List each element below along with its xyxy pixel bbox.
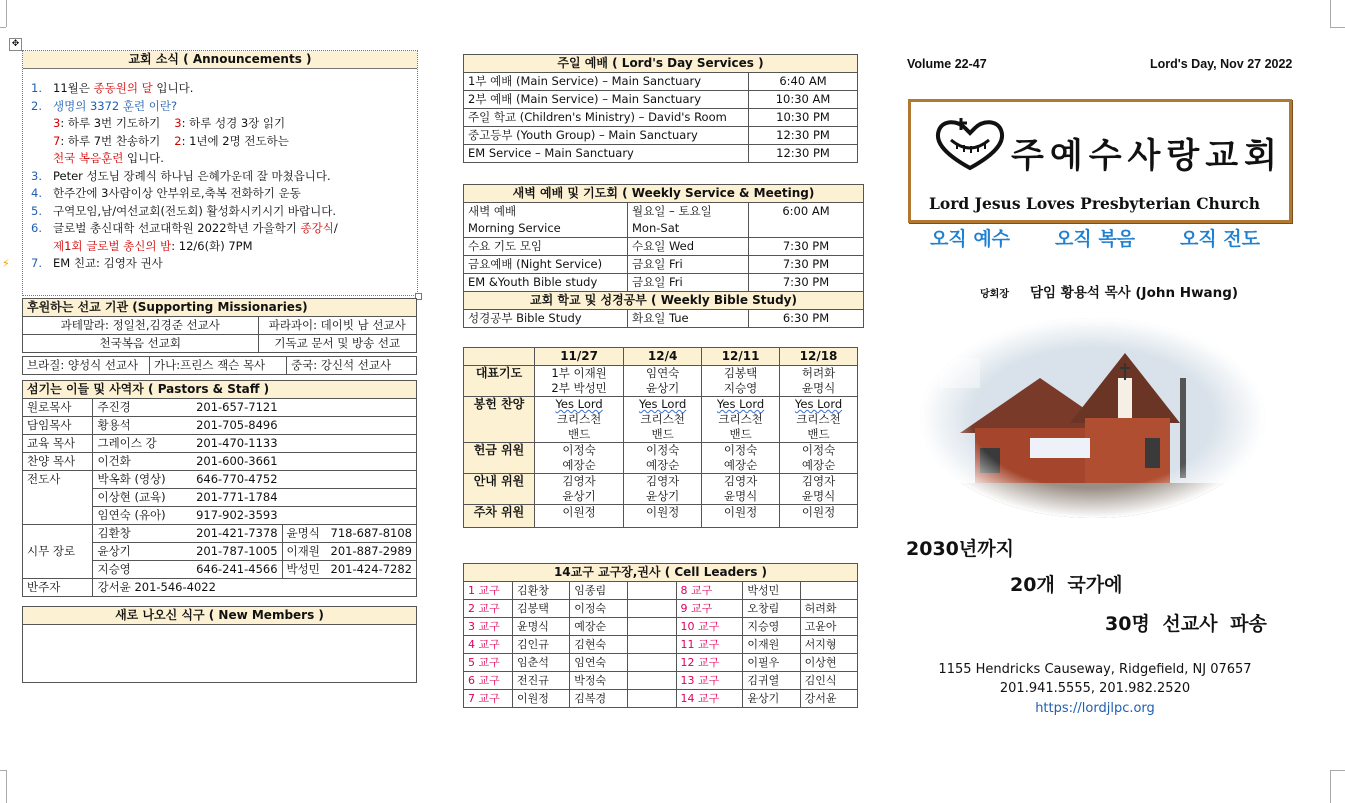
staff-phone: 201-600-3661: [192, 453, 416, 471]
missionaries-table-row3: [22, 356, 417, 375]
cell-leader: 윤상기: [743, 690, 800, 708]
cell-leaders-title: 14교구 교구장,권사 ( Cell Leaders ): [464, 564, 858, 582]
duty-value: 이정숙: [645, 443, 680, 457]
elder-phone: 201-424-7282: [327, 561, 417, 579]
elder-name: 박성민: [282, 561, 326, 579]
announce-3: 3. Peter 성도님 장례식 하나님 은혜가운데 잘 마쳤읍니다.: [31, 168, 331, 183]
duty-value: 윤상기: [645, 489, 680, 503]
duty-label: 대표기도: [464, 366, 535, 397]
duty-value: 이정숙: [723, 443, 758, 457]
duty-value: 윤명식: [801, 381, 836, 395]
vision-line-2: 20개 국가에: [1010, 574, 1123, 596]
pastor-name: 담임 황용석 목사 (John Hwang): [1030, 285, 1239, 301]
weekly-name: Morning Service: [464, 220, 628, 238]
duty-label: 안내 위원: [464, 474, 535, 505]
weekly-name: 금요예배 (Night Service): [464, 256, 628, 274]
duty-value: 크리스천: [718, 412, 763, 426]
duty-value: 예장순: [801, 458, 836, 472]
announce-4: 4. 한주간에 3사람이상 안부위로,축복 전화하기 운동: [31, 186, 301, 200]
cell-district: 1 교구: [464, 582, 513, 600]
announce-2: 2. 생명의 3372 훈련 이란?: [31, 98, 178, 113]
missionary-cell: 중국: 강신석 선교사: [287, 357, 417, 375]
missionaries-table: [22, 298, 417, 353]
staff-name: 황용석: [93, 417, 192, 435]
cell-district: 12 교구: [676, 654, 743, 672]
elder-name: 지승영: [93, 561, 192, 579]
staff-table: [22, 380, 417, 597]
church-phones: 201.941.5555, 201.982.2520: [999, 681, 1191, 696]
cell-leader: 이상현: [800, 654, 857, 672]
duty-value: 이원정: [645, 505, 680, 519]
missionary-cell: 가나:프린스 잭슨 목사: [150, 357, 287, 375]
staff-role: 전도사: [23, 471, 93, 489]
duty-date: 12/18: [780, 348, 858, 366]
cell-leader: [800, 582, 857, 600]
missionaries-title: 후원하는 선교 기관 (Supporting Missionaries): [23, 299, 417, 317]
vision-line-3: 30명 선교사 파송: [1105, 613, 1267, 635]
cell-leader: 오창림: [743, 600, 800, 618]
service-time: 6:40 AM: [749, 73, 858, 91]
duty-value: 임연숙: [645, 366, 680, 380]
weekly-name: 새벽 예배: [464, 203, 628, 221]
missionary-cell: 브라질: 양성식 선교사: [23, 357, 150, 375]
duty-value: 김영자: [562, 474, 596, 488]
cell-leader: 박성민: [743, 582, 800, 600]
elder-phone: 646-241-4566: [192, 561, 282, 579]
duty-value: Yes Lord: [794, 397, 843, 411]
announcements-title: 교회 소식 ( Announcements ): [23, 51, 417, 69]
announce-6: 6. 글로벌 총신대학 선교대학원 2022학년 가을학기 종강식/: [31, 221, 338, 235]
duty-value: 밴드: [651, 427, 674, 441]
service-time: 12:30 PM: [749, 145, 858, 163]
announce-2-line-b: 7: 하루 7번 찬송하기 2: 1년에 2명 전도하는: [53, 133, 289, 148]
new-members-box: [22, 606, 417, 683]
cell-leader: 강서윤: [800, 690, 857, 708]
staff-name: 박옥화 (영상): [93, 471, 192, 489]
announcements-list: [23, 69, 417, 273]
logo-english-text: Lord Jesus Loves Presbyterian Church: [929, 194, 1260, 213]
weekly-name: 수요 기도 모임: [464, 238, 628, 256]
staff-phone: 201-705-8496: [192, 417, 416, 435]
cell-district: 14 교구: [676, 690, 743, 708]
duty-roster-table: [463, 347, 858, 528]
elder-name: 이재원: [282, 543, 326, 561]
autocorrect-flag-icon[interactable]: ⚡: [2, 257, 10, 270]
service-name: 중고등부 (Youth Group) – Main Sanctuary: [464, 127, 749, 145]
announce-2-line-a: 3: 하루 3번 기도하기 3: 하루 성경 3장 읽기: [53, 116, 286, 130]
crop-mark-br-v: [1330, 770, 1331, 803]
elders-role: 시무 장로: [23, 525, 93, 579]
weekly-time: 7:30 PM: [749, 274, 864, 292]
duty-value: 이원정: [723, 505, 758, 519]
crop-mark-tl: [0, 27, 6, 28]
announce-7: 7. EM 친교: 김영자 권사: [31, 256, 163, 270]
cell-leader: 박정숙: [570, 672, 627, 690]
bible-study-day: 화요일 Tue: [628, 310, 749, 328]
crop-mark-tr-v: [1330, 0, 1331, 27]
staff-phone: 917-902-3593: [192, 507, 416, 525]
cell-leader: 이필우: [743, 654, 800, 672]
duty-value: 이원정: [801, 505, 836, 519]
announce-5: 5. 구역모임,남/여선교회(전도회) 활성화시키시기 바랍니다.: [31, 203, 336, 218]
announce-6-line-b: 제1회 글로벌 총신의 밤: 12/6(화) 7PM: [53, 238, 253, 253]
duty-value: 2부 박성민: [551, 381, 607, 395]
duty-value: 김영자: [801, 474, 836, 488]
duty-value: 이정숙: [801, 443, 836, 457]
cell-leader: 김귀열: [743, 672, 800, 690]
missionary-cell: 파라과이: 데이빗 남 선교사: [258, 317, 417, 335]
cell-leader: 윤명식: [513, 618, 570, 636]
duty-value: 크리스천: [640, 412, 685, 426]
usher-role: 반주자: [23, 579, 93, 597]
staff-name: 주진경: [93, 399, 192, 417]
duty-corner: [464, 348, 535, 366]
elder-name: 윤상기: [93, 543, 192, 561]
cell-district: 10 교구: [676, 618, 743, 636]
service-name: 2부 예배 (Main Service) – Main Sanctuary: [464, 91, 749, 109]
weekly-day: Mon-Sat: [628, 220, 749, 238]
cell-leader: 임춘석: [513, 654, 570, 672]
motto-3: 오직 전도: [1180, 228, 1261, 250]
duty-label: 헌금 위원: [464, 443, 535, 474]
weekly-time: 7:30 PM: [749, 238, 864, 256]
announcements-box[interactable]: [22, 50, 418, 296]
elder-name: 윤명식: [282, 525, 326, 543]
missionary-cell: 기독교 문서 및 방송 선교: [258, 335, 417, 353]
services-table: [463, 54, 858, 163]
church-photo: [920, 318, 1265, 518]
cell-district: 8 교구: [676, 582, 743, 600]
new-members-title: 새로 나오신 식구 ( New Members ): [23, 607, 416, 625]
staff-name: 이건화: [93, 453, 192, 471]
cell-leader: 이재원: [743, 636, 800, 654]
crop-mark-tl-v: [6, 0, 7, 27]
cell-district: 7 교구: [464, 690, 513, 708]
staff-phone: 201-470-1133: [192, 435, 416, 453]
weekly-time: 6:00 AM: [749, 203, 864, 221]
duty-value: 밴드: [729, 427, 752, 441]
cell-leader: 예장순: [570, 618, 627, 636]
weekly-day: 월요일 – 토요일: [628, 203, 749, 221]
cell-district: 5 교구: [464, 654, 513, 672]
cell-leader: 이정숙: [570, 600, 627, 618]
crop-mark-br: [1330, 770, 1345, 771]
announce-2-line-c: 천국 복음훈련 입니다.: [53, 151, 164, 165]
weekly-day: 금요일 Fri: [628, 274, 749, 292]
weekly-day: 금요일 Fri: [628, 256, 749, 274]
cell-district: 3 교구: [464, 618, 513, 636]
duty-value: Yes Lord: [555, 397, 603, 411]
staff-phone: 201-657-7121: [192, 399, 416, 417]
cell-district: 13 교구: [676, 672, 743, 690]
duty-value: 김영자: [645, 474, 680, 488]
duty-value: 예장순: [723, 458, 758, 472]
cell-leader: 임종림: [570, 582, 627, 600]
service-name: 주일 학교 (Children's Ministry) – David's Room: [464, 109, 749, 127]
duty-value: 김영자: [723, 474, 758, 488]
missionary-cell: 천국복음 선교회: [23, 335, 259, 353]
duty-value: 크리스천: [556, 412, 602, 426]
cell-leader: 김봉택: [513, 600, 570, 618]
elder-phone: 201-421-7378: [192, 525, 282, 543]
service-name: 1부 예배 (Main Service) – Main Sanctuary: [464, 73, 749, 91]
cell-leader: 김인식: [800, 672, 857, 690]
motto-1: 오직 예수: [930, 228, 1011, 250]
cell-leader: 김환창: [513, 582, 570, 600]
duty-value: 지승영: [723, 381, 758, 395]
bible-study-name: 성경공부 Bible Study: [464, 310, 628, 328]
weekly-table: [463, 184, 864, 328]
date-label: Lord's Day, Nov 27 2022: [1150, 57, 1293, 71]
duty-value: 이정숙: [562, 443, 596, 457]
cell-leader: 김인규: [513, 636, 570, 654]
duty-value: Yes Lord: [638, 397, 687, 411]
cell-leader: 고윤아: [800, 618, 857, 636]
duty-date: 11/27: [535, 348, 624, 366]
service-time: 10:30 PM: [749, 109, 858, 127]
cell-leader: 김현숙: [570, 636, 627, 654]
cell-leader: 지승영: [743, 618, 800, 636]
staff-name: 그레이스 강: [93, 435, 192, 453]
duty-value: 김봉택: [723, 366, 758, 380]
church-building-image: [920, 318, 1265, 518]
cell-district: 6 교구: [464, 672, 513, 690]
motto-2: 오직 복음: [1055, 228, 1136, 250]
staff-role: 원로목사: [23, 399, 93, 417]
duty-date: 12/4: [624, 348, 702, 366]
service-time: 10:30 AM: [749, 91, 858, 109]
volume-label: Volume 22-47: [907, 57, 987, 71]
elder-phone: 201-787-1005: [192, 543, 282, 561]
service-time: 12:30 PM: [749, 127, 858, 145]
elder-name: 김환창: [93, 525, 192, 543]
staff-name: 이상현 (교육): [93, 489, 192, 507]
bible-study-title: 교회 학교 및 성경공부 ( Weekly Bible Study): [464, 292, 864, 310]
elder-phone: 201-887-2989: [327, 543, 417, 561]
staff-phone: 201-771-1784: [192, 489, 416, 507]
duty-value: 윤명식: [801, 489, 836, 503]
duty-value: 예장순: [645, 458, 680, 472]
announce-1: 1. 11월은 종동원의 달 입니다.: [31, 81, 194, 95]
duty-date: 12/11: [702, 348, 780, 366]
staff-role: 찬양 목사: [23, 453, 93, 471]
duty-value: Yes Lord: [716, 397, 765, 411]
services-title: 주일 예배 ( Lord's Day Services ): [464, 55, 858, 73]
elder-phone: 718-687-8108: [327, 525, 417, 543]
missionary-cell: 과테말라: 정일천,김경준 선교사: [23, 317, 259, 335]
staff-role: 담임목사: [23, 417, 93, 435]
cell-district: 9 교구: [676, 600, 743, 618]
heart-smile-icon: [931, 116, 1009, 174]
duty-value: 윤명식: [723, 489, 758, 503]
weekly-day: 수요일 Wed: [628, 238, 749, 256]
duty-value: 크리스천: [796, 412, 841, 426]
church-logo: [908, 99, 1292, 223]
staff-role: 교육 목사: [23, 435, 93, 453]
bible-study-time: 6:30 PM: [749, 310, 864, 328]
cell-district: 2 교구: [464, 600, 513, 618]
duty-label: 봉헌 찬양: [464, 397, 535, 443]
staff-phone: 646-770-4752: [192, 471, 416, 489]
staff-title: 섬기는 이들 및 사역자 ( Pastors & Staff ): [23, 381, 417, 399]
crop-mark-bl-v: [6, 770, 7, 803]
duty-value: 이원정: [562, 505, 596, 519]
cell-leader: 서지형: [800, 636, 857, 654]
duty-value: 1부 이재원: [551, 366, 607, 380]
church-address: 1155 Hendricks Causeway, Ridgefield, NJ 07657: [938, 662, 1252, 677]
staff-name: 임연숙 (유아): [93, 507, 192, 525]
move-handle-icon[interactable]: ✥: [9, 38, 22, 51]
cell-leader: 허려화: [800, 600, 857, 618]
vision-line-1: 2030년까지: [906, 538, 1014, 560]
cell-leader: 전진규: [513, 672, 570, 690]
duty-value: 예장순: [562, 458, 596, 472]
crop-mark-tr: [1330, 27, 1345, 28]
cell-leader: 이원정: [513, 690, 570, 708]
duty-value: 윤상기: [645, 381, 680, 395]
duty-value: 밴드: [567, 427, 591, 441]
pastor-prefix: 당회장: [980, 289, 1009, 300]
church-website-link[interactable]: https://lordjlpc.org: [1035, 701, 1155, 716]
duty-value: 윤상기: [562, 489, 596, 503]
cell-district: 4 교구: [464, 636, 513, 654]
logo-korean-text: 주예수사랑교회: [1011, 136, 1283, 176]
duty-value: 밴드: [807, 427, 830, 441]
cell-leader: 임연숙: [570, 654, 627, 672]
duty-label: 주차 위원: [464, 505, 535, 528]
usher-value: 강서윤 201-546-4022: [93, 579, 417, 597]
cell-leader: 김복경: [570, 690, 627, 708]
cell-leaders-table: [463, 563, 858, 708]
weekly-name: EM &Youth Bible study: [464, 274, 628, 292]
weekly-time: 7:30 PM: [749, 256, 864, 274]
weekly-title: 새벽 예배 및 기도회 ( Weekly Service & Meeting): [464, 185, 864, 203]
duty-value: 허려화: [801, 366, 836, 380]
cell-district: 11 교구: [676, 636, 743, 654]
service-name: EM Service – Main Sanctuary: [464, 145, 749, 163]
